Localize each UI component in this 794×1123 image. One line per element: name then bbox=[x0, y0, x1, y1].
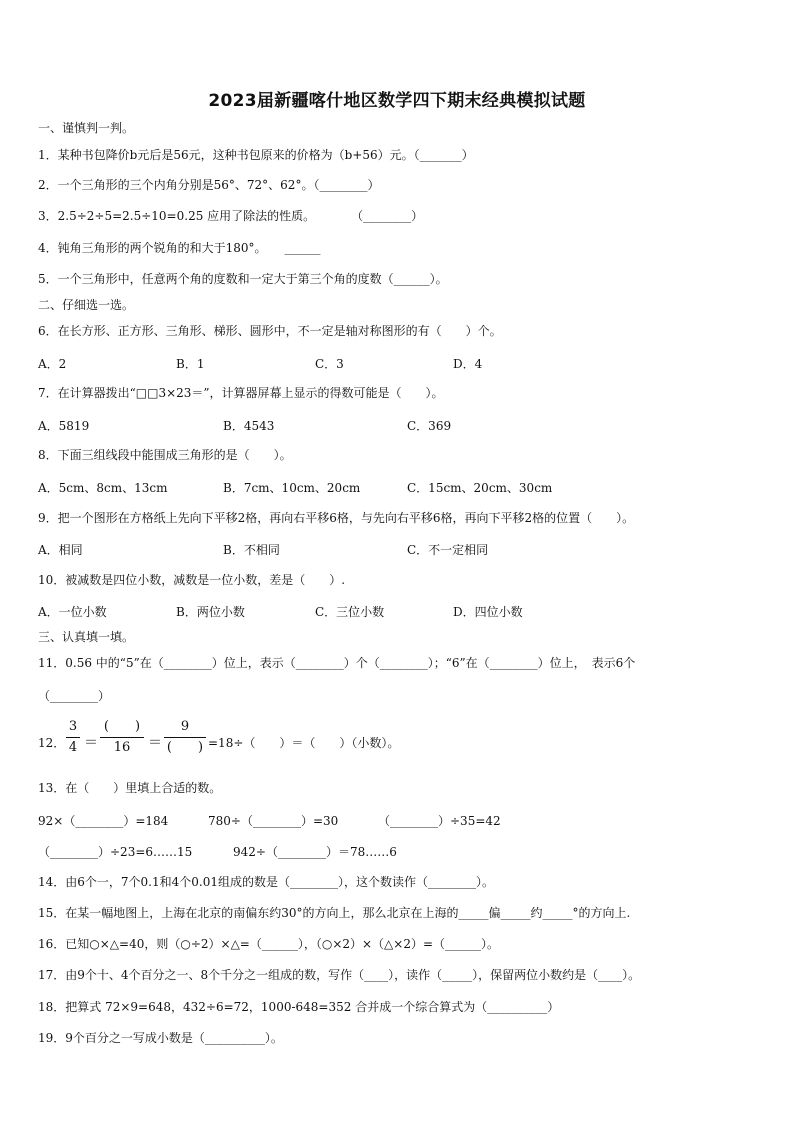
question-2: 2．一个三角形的三个内角分别是56°、72°、62°。（________） bbox=[38, 178, 380, 192]
q12-fraction-1-numerator: 3 bbox=[68, 719, 78, 734]
q7-option-b: B．4543 bbox=[223, 419, 275, 433]
q10-option-a: A．一位小数 bbox=[38, 605, 107, 619]
q10-option-b: B．两位小数 bbox=[176, 605, 245, 619]
question-6: 6．在长方形、正方形、三角形、梯形、圆形中，不一定是轴对称图形的有（ ）个。 bbox=[38, 324, 502, 338]
q6-option-c: C．3 bbox=[315, 357, 344, 371]
q12-fraction-2-denominator: 16 bbox=[113, 740, 131, 755]
q13-item-3: （________）÷35=42 bbox=[378, 814, 501, 828]
q12-fraction-3-denominator: ( ) bbox=[166, 740, 204, 755]
q6-option-d: D．4 bbox=[453, 357, 483, 371]
question-18: 18．把算式 72×9=648，432÷6=72，1000-648=352 合并成一个综合算式为（__________） bbox=[38, 1000, 560, 1014]
q8-option-a: A．5cm、8cm、13cm bbox=[38, 481, 168, 495]
q10-option-c: C．三位小数 bbox=[315, 605, 385, 619]
q8-option-b: B．7cm、10cm、20cm bbox=[223, 481, 361, 495]
q12-rest: =18÷（ ）＝（ ）（小数）。 bbox=[208, 736, 400, 750]
section-heading-2: 二、仔细选一选。 bbox=[38, 298, 135, 312]
question-17: 17．由9个十、4个百分之一、8个千分之一组成的数，写作（____），读作（_____），保留两位小数约是（____）。 bbox=[38, 968, 641, 982]
question-9: 9．把一个图形在方格纸上先向下平移2格，再向右平移6格，与先向右平移6格，再向下平移2格的位置（ ）。 bbox=[38, 511, 635, 525]
question-12 bbox=[38, 718, 558, 766]
section-heading-3: 三、认真填一填。 bbox=[38, 630, 135, 644]
q13-item-5: 942÷（________）＝78……6 bbox=[233, 845, 397, 859]
question-7: 7．在计算器拨出“□□3×23＝”，计算器屏幕上显示的得数可能是（ ）。 bbox=[38, 386, 444, 400]
question-15: 15．在某一幅地图上，上海在北京的南偏东约30°的方向上，那么北京在上海的_____偏_____约_____°的方向上. bbox=[38, 906, 631, 920]
exam-title: 2023届新疆喀什地区数学四下期末经典模拟试题 bbox=[208, 91, 586, 111]
question-3: 3．2.5÷2÷5=2.5÷10=0.25 应用了除法的性质。 （________） bbox=[38, 209, 424, 223]
question-5: 5．一个三角形中，任意两个角的度数和一定大于第三个角的度数（______）。 bbox=[38, 272, 448, 286]
q6-option-b: B．1 bbox=[176, 357, 205, 371]
q12-equals-2: ＝ bbox=[148, 735, 162, 751]
q12-fraction-2 bbox=[100, 718, 144, 757]
q10-option-d: D．四位小数 bbox=[453, 605, 523, 619]
q12-equals-1: ＝ bbox=[84, 735, 98, 751]
q7-option-a: A．5819 bbox=[38, 419, 90, 433]
q6-option-a: A．2 bbox=[38, 357, 67, 371]
q12-fraction-2-numerator: ( ) bbox=[103, 719, 141, 734]
question-11-continued: （________） bbox=[38, 689, 111, 703]
q13-item-4: （________）÷23=6……15 bbox=[38, 845, 193, 859]
question-8: 8．下面三组线段中能围成三角形的是（ ）。 bbox=[38, 448, 292, 462]
question-19: 19．9个百分之一写成小数是（__________）。 bbox=[38, 1031, 283, 1045]
q12-label: 12． bbox=[38, 736, 66, 750]
question-1: 1．某种书包降价b元后是56元，这种书包原来的价格为（b+56）元。（_______） bbox=[38, 148, 474, 162]
q13-item-2: 780÷（________）=30 bbox=[208, 814, 339, 828]
question-11: 11．0.56 中的“5”在（________）位上，表示（________）个（________）；“6”在（________）位上， 表示6个 bbox=[38, 656, 636, 670]
q9-option-a: A．相同 bbox=[38, 543, 83, 557]
question-10: 10．被减数是四位小数，减数是一位小数，差是（ ）. bbox=[38, 573, 346, 587]
q12-fraction-1 bbox=[66, 718, 80, 757]
q13-item-1: 92×（________）=184 bbox=[38, 814, 169, 828]
q12-fraction-3 bbox=[164, 718, 206, 757]
section-heading-1: 一、谨慎判一判。 bbox=[38, 121, 135, 135]
q12-fraction-3-numerator: 9 bbox=[180, 719, 190, 734]
question-16: 16．已知○×△=40，则（○÷2）×△=（______），（○×2）×（△×2）=（______）。 bbox=[38, 937, 500, 951]
question-4: 4．钝角三角形的两个锐角的和大于180°。 ______ bbox=[38, 241, 321, 255]
q12-fraction-1-denominator: 4 bbox=[68, 740, 78, 755]
question-14: 14．由6个一，7个0.1和4个0.01组成的数是（________），这个数读作（________）。 bbox=[38, 875, 494, 889]
q9-option-c: C．不一定相同 bbox=[407, 543, 489, 557]
question-13: 13．在（ ）里填上合适的数。 bbox=[38, 781, 222, 795]
q7-option-c: C．369 bbox=[407, 419, 452, 433]
q9-option-b: B．不相同 bbox=[223, 543, 280, 557]
q8-option-c: C．15cm、20cm、30cm bbox=[407, 481, 553, 495]
